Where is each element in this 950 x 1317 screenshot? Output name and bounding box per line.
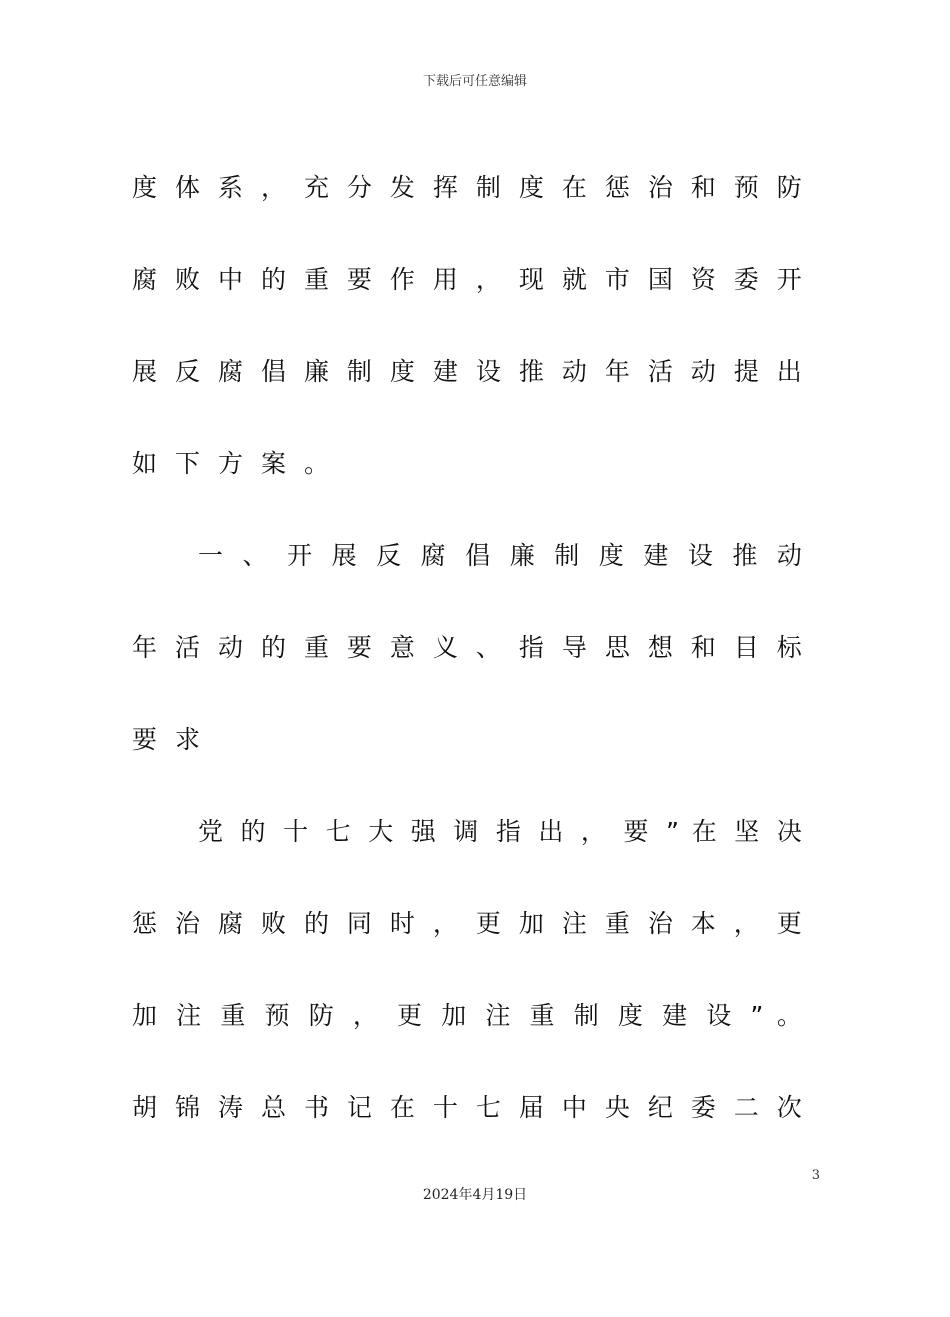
body-line: 党 的 十 七 大 强 调 指 出 ， 要 ” 在 坚 决 [198,817,802,846]
body-line: 展 反 腐 倡 廉 制 度 建 设 推 动 年 活 动 提 出 [132,357,802,386]
section-heading-line: 年 活 动 的 重 要 意 义 、 指 导 思 想 和 目 标 [132,633,802,662]
body-line: 度 体 系 ， 充 分 发 挥 制 度 在 惩 治 和 预 防 [132,173,802,202]
body-line: 如下方案。 [132,449,348,478]
section-heading-line: 一 、 开 展 反 腐 倡 廉 制 度 建 设 推 动 [198,541,802,570]
body-line: 惩 治 腐 败 的 同 时 ， 更 加 注 重 治 本 ， 更 [132,909,802,938]
page-footer-date: 2024年4月19日 [422,1187,528,1203]
section-heading-line: 要求 [132,725,219,754]
body-line: 加 注 重 预 防 ， 更 加 注 重 制 度 建 设 ” 。 [132,1001,802,1030]
page-number: 3 [811,1168,820,1183]
page-header: 下载后可任意编辑 [422,74,527,89]
document-body [132,160,802,1172]
body-line: 腐 败 中 的 重 要 作 用 ， 现 就 市 国 资 委 开 [132,265,802,294]
body-line: 胡 锦 涛 总 书 记 在 十 七 届 中 央 纪 委 二 次 [132,1093,802,1122]
